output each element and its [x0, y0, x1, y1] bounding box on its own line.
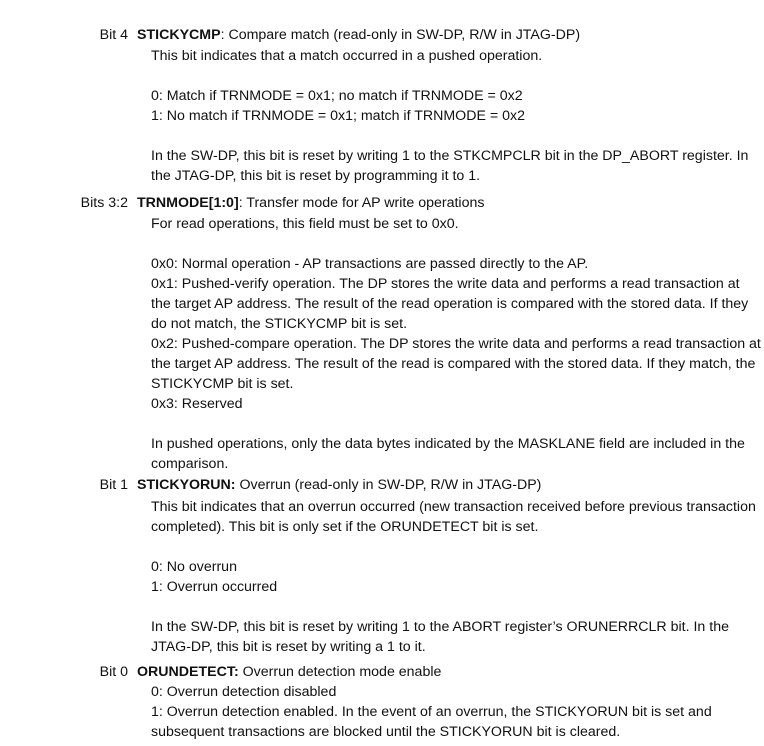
- bit-heading: [0, 25, 764, 45]
- value-1: 1: Overrun occurred: [151, 579, 278, 595]
- bit-title: [137, 25, 580, 45]
- spacer: [151, 126, 763, 146]
- bit-entry-trnmode: [0, 193, 764, 472]
- reset-note: In the SW-DP, this bit is reset by writing 1 to the STKCMPCLR bit in the DP_ABORT register. In the JTAG-DP, this bit is reset by programming it to 1.: [151, 148, 749, 184]
- bit-entry-stickycmp: [0, 25, 764, 184]
- bit-title: [137, 662, 441, 682]
- field-name: STICKYORUN:: [137, 477, 236, 493]
- bit-entry-orundetect: [0, 662, 764, 740]
- field-description: Overrun detection mode enable: [238, 664, 442, 680]
- value-1: 1: Overrun detection enabled. In the event of an overrun, the STICKYORUN bit is set and subsequent transactions are blocked until the STICKYORUN bit is cleared.: [151, 704, 712, 740]
- value-0: 0: Overrun detection disabled: [151, 684, 337, 700]
- value-0: 0: No overrun: [151, 559, 237, 575]
- value-0: 0: Match if TRNMODE = 0x1; no match if TRNMODE = 0x2: [151, 88, 523, 104]
- paragraph: This bit indicates that a match occurred in a pushed operation.: [151, 48, 543, 64]
- bit-entry-stickyorun: [0, 475, 764, 655]
- spacer: [151, 537, 763, 557]
- value-1: 1: No match if TRNMODE = 0x1; match if TRNMODE = 0x2: [151, 108, 525, 124]
- value-0x0: 0x0: Normal operation - AP transactions are passed directly to the AP.: [151, 256, 589, 272]
- spacer: [151, 414, 763, 434]
- field-description: : Compare match (read-only in SW-DP, R/W in JTAG-DP): [220, 27, 581, 43]
- value-0x2: 0x2: Pushed-compare operation. The DP stores the write data and performs a read transaction at the target AP address. The result of the read is compared with the stored data. If they match, the STICKYCMP bit is set.: [151, 336, 761, 392]
- bit-body: [151, 214, 763, 474]
- spacer: [151, 597, 763, 617]
- bit-number: Bit 0: [99, 664, 128, 680]
- bit-number: Bit 1: [99, 477, 128, 493]
- spacer: [151, 234, 763, 254]
- field-description: : Transfer mode for AP write operations: [238, 195, 485, 211]
- field-name: TRNMODE[1:0]: [137, 195, 239, 211]
- paragraph: This bit indicates that an overrun occurred (new transaction received before previous transaction completed). This bit is only set if the ORUNDETECT bit is set.: [151, 499, 756, 535]
- paragraph: For read operations, this field must be set to 0x0.: [151, 216, 459, 232]
- bit-title: [137, 193, 484, 213]
- bit-body: [151, 46, 763, 186]
- reset-note: In the SW-DP, this bit is reset by writing 1 to the ABORT register’s ORUNERRCLR bit. In the JTAG-DP, this bit is reset by writing a 1 to it.: [151, 619, 729, 655]
- bit-number: Bit 4: [99, 27, 128, 43]
- value-0x3: 0x3: Reserved: [151, 396, 243, 412]
- bit-number: Bits 3:2: [80, 195, 128, 211]
- bit-body: [151, 497, 763, 657]
- spacer: [151, 66, 763, 86]
- field-name: STICKYCMP: [137, 27, 221, 43]
- bit-heading: [0, 193, 764, 213]
- bit-body: [151, 682, 763, 742]
- bit-title: [137, 475, 541, 495]
- field-name: ORUNDETECT:: [137, 664, 239, 680]
- masklane-note: In pushed operations, only the data bytes indicated by the MASKLANE field are included in the comparison.: [151, 436, 745, 472]
- bit-heading: [0, 662, 764, 682]
- value-0x1: 0x1: Pushed-verify operation. The DP stores the write data and performs a read transaction at the target AP address. The result of the read operation is compared with the stored data. If they do not match, the STICKYCMP bit is set.: [151, 276, 749, 332]
- field-description: Overrun (read-only in SW-DP, R/W in JTAG-DP): [235, 477, 542, 493]
- bit-heading: [0, 475, 764, 495]
